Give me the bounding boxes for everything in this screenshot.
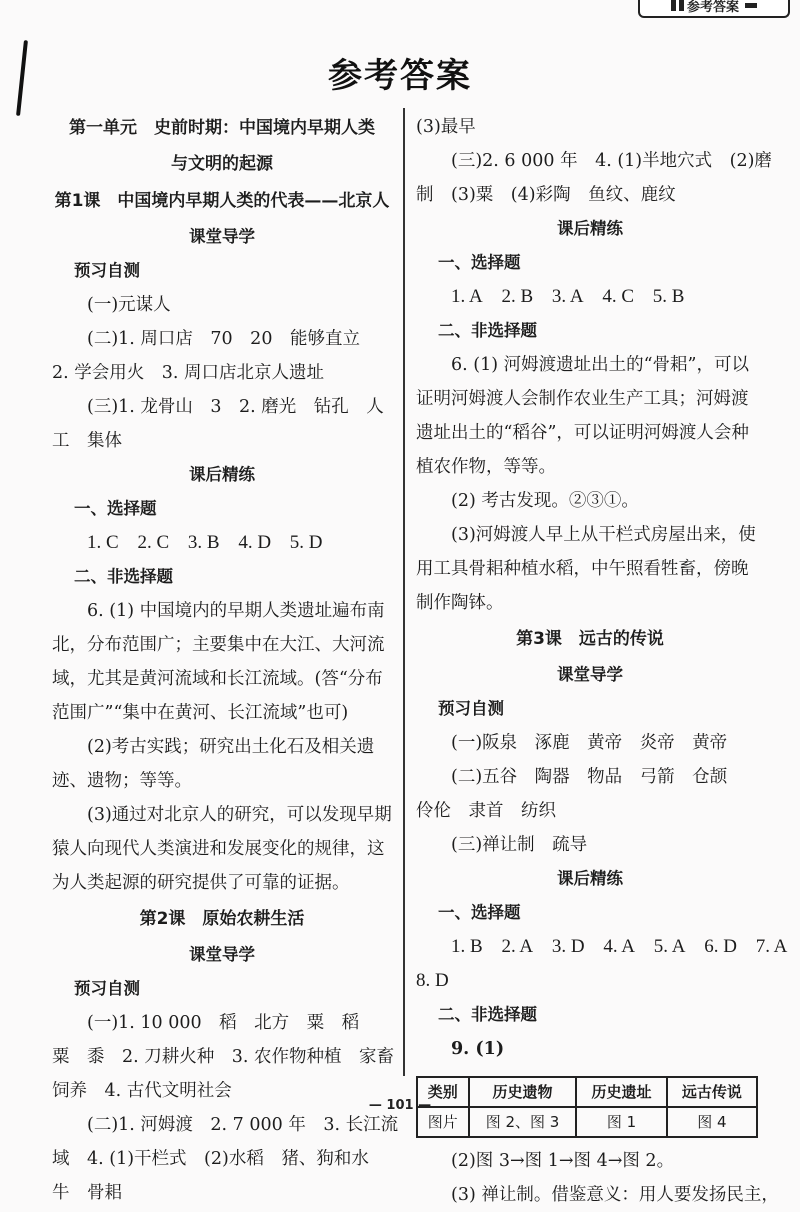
answer-line: 制 (3)粟 (4)彩陶 鱼纹、鹿纹 bbox=[416, 185, 676, 205]
answer-line: 制作陶钵。 bbox=[416, 593, 504, 613]
lesson-3-title: 第3课 远古的传说 bbox=[516, 629, 664, 649]
answer-line: 伶伦 隶首 纺织 bbox=[416, 801, 556, 821]
section-practice: 课后精练 bbox=[557, 869, 623, 888]
lesson-2-title: 第2课 原始农耕生活 bbox=[139, 909, 305, 929]
left-column bbox=[52, 110, 399, 1210]
choice-answer: 3. B bbox=[187, 532, 220, 553]
answer-line: (3) 禅让制。借鉴意义：用人要发扬民主， bbox=[451, 1185, 779, 1205]
answer-line: (二)五谷 陶器 物品 弓箭 仓颉 bbox=[451, 767, 728, 787]
choice-answer: 2. B bbox=[501, 286, 534, 307]
choice-answers bbox=[416, 280, 764, 314]
choice-answer: 1. C bbox=[87, 532, 119, 553]
table-header-cell: 类别 bbox=[417, 1077, 469, 1107]
answer-line: (一)元谋人 bbox=[87, 295, 171, 315]
table-header-cell: 远古传说 bbox=[667, 1077, 757, 1107]
choice-answer: 3. A bbox=[551, 286, 584, 307]
answer-line: 用工具骨耜种植水稻，中午照看牲畜，傍晚 bbox=[416, 559, 749, 579]
right-column bbox=[416, 110, 788, 1212]
choice-answer: 2. A bbox=[501, 936, 534, 957]
answer-line: (三)禅让制 疏导 bbox=[451, 835, 588, 855]
tab-bar-icon bbox=[671, 0, 676, 11]
section-tab-label: 参考答案 bbox=[686, 0, 739, 15]
choice-answer: 4. A bbox=[603, 936, 636, 957]
answer-line: 范围广”“集中在黄河、长江流域”也可) bbox=[52, 703, 349, 723]
choice-heading: 一、选择题 bbox=[438, 253, 521, 272]
answer-line: 粟 黍 2. 刀耕火种 3. 农作物种植 家畜 bbox=[52, 1047, 395, 1067]
column-divider bbox=[403, 108, 405, 1076]
unit-title-cont: 与文明的起源 bbox=[171, 154, 273, 174]
answer-line: (3)河姆渡人早上从干栏式房屋出来，使 bbox=[451, 525, 756, 545]
choice-heading: 一、选择题 bbox=[74, 499, 157, 518]
table-cell: 图 2、图 3 bbox=[469, 1107, 577, 1137]
choice-heading: 一、选择题 bbox=[438, 903, 521, 922]
answer-line: (三)2. 6 000 年 4. (1)半地穴式 (2)磨 bbox=[451, 151, 772, 171]
answer-line: 遗址出土的“稻谷”，可以证明河姆渡人会种 bbox=[416, 423, 749, 443]
subsection-preview: 预习自测 bbox=[438, 699, 504, 718]
answer-line: 域 4. (1)干栏式 (2)水稻 猪、狗和水 bbox=[52, 1149, 369, 1169]
answer-line: (2)图 3→图 1→图 4→图 2。 bbox=[451, 1151, 675, 1171]
page-number: — 101 — bbox=[368, 1098, 432, 1113]
answer-line: 植农作物，等等。 bbox=[416, 457, 556, 477]
choice-answer: 2. C bbox=[137, 532, 170, 553]
table-cell: 图片 bbox=[417, 1107, 469, 1137]
table-header-cell: 历史遗址 bbox=[576, 1077, 666, 1107]
nonchoice-heading: 二、非选择题 bbox=[438, 321, 537, 340]
answer-line: (一)1. 10 000 稻 北方 粟 稻 bbox=[87, 1013, 360, 1033]
choice-answers-cont bbox=[416, 964, 764, 998]
section-guide: 课堂导学 bbox=[557, 665, 623, 684]
choice-answer: 1. B bbox=[451, 936, 483, 957]
choice-answer: 3. D bbox=[551, 936, 585, 957]
answer-line: (2)考古实践；研究出土化石及相关遗 bbox=[87, 737, 375, 757]
choice-answer: 4. D bbox=[238, 532, 272, 553]
answer-line: 北，分布范围广；主要集中在大江、大河流 bbox=[52, 635, 385, 655]
answer-line: 域，尤其是黄河流域和长江流域。(答“分布 bbox=[52, 669, 383, 689]
question-label: 9. (1) bbox=[451, 1039, 505, 1059]
answer-line: (3)最早 bbox=[416, 117, 476, 137]
choice-answer: 5. D bbox=[289, 532, 323, 553]
section-practice: 课后精练 bbox=[189, 465, 255, 484]
answer-line: 为人类起源的研究提供了可靠的证据。 bbox=[52, 873, 350, 893]
choice-answers bbox=[52, 526, 392, 560]
choice-answers bbox=[416, 930, 788, 964]
choice-answer: 1. A bbox=[451, 286, 483, 307]
answer-line: 饲养 4. 古代文明社会 bbox=[52, 1081, 232, 1101]
section-guide: 课堂导学 bbox=[189, 945, 255, 964]
page-title: 参考答案 bbox=[328, 56, 472, 96]
section-practice: 课后精练 bbox=[557, 219, 623, 238]
tab-end-icon bbox=[745, 3, 757, 8]
answer-line: 工 集体 bbox=[52, 431, 122, 451]
unit-title: 第一单元 史前时期：中国境内早期人类 bbox=[69, 118, 375, 138]
section-tab bbox=[638, 0, 790, 18]
tab-bar-icon bbox=[679, 0, 684, 11]
section-guide: 课堂导学 bbox=[189, 227, 255, 246]
choice-answer: 7. A bbox=[755, 936, 788, 957]
choice-answer: 5. A bbox=[653, 936, 686, 957]
answer-line: 6. (1) 中国境内的早期人类遗址遍布南 bbox=[87, 601, 385, 621]
answer-line: 牛 骨耜 bbox=[52, 1183, 122, 1203]
answer-line: 猿人向现代人类演进和发展变化的规律，这 bbox=[52, 839, 385, 859]
answer-line: (三)1. 龙骨山 3 2. 磨光 钻孔 人 bbox=[87, 397, 384, 417]
answer-line: 2. 学会用火 3. 周口店北京人遗址 bbox=[52, 363, 325, 383]
choice-answer: 6. D bbox=[704, 936, 737, 957]
answer-line: (二)1. 周口店 70 20 能够直立 bbox=[87, 329, 360, 349]
choice-answer: 5. B bbox=[652, 286, 685, 307]
choice-answer: 4. C bbox=[602, 286, 634, 307]
subsection-preview: 预习自测 bbox=[74, 979, 140, 998]
answer-line: 迹、遗物；等等。 bbox=[52, 771, 192, 791]
answer-line: 6. (1) 河姆渡遗址出土的“骨耜”，可以 bbox=[451, 355, 750, 375]
subsection-preview: 预习自测 bbox=[74, 261, 140, 280]
answer-line: 证明河姆渡人会制作农业生产工具；河姆渡 bbox=[416, 389, 749, 409]
table-cell: 图 4 bbox=[667, 1107, 757, 1137]
answer-line: (2) 考古发现。②③①。 bbox=[451, 491, 639, 511]
lesson-1-title: 第1课 中国境内早期人类的代表——北京人 bbox=[54, 191, 390, 211]
table-header-cell: 历史遗物 bbox=[469, 1077, 577, 1107]
nonchoice-heading: 二、非选择题 bbox=[74, 567, 173, 586]
choice-answer: 8. D bbox=[416, 970, 449, 991]
answer-line: (二)1. 河姆渡 2. 7 000 年 3. 长江流 bbox=[87, 1115, 399, 1135]
nonchoice-heading: 二、非选择题 bbox=[438, 1005, 537, 1024]
table-cell: 图 1 bbox=[576, 1107, 666, 1137]
answer-line: (3)通过对北京人的研究，可以发现早期 bbox=[87, 805, 392, 825]
answer-line: (一)阪泉 涿鹿 黄帝 炎帝 黄帝 bbox=[451, 733, 728, 753]
